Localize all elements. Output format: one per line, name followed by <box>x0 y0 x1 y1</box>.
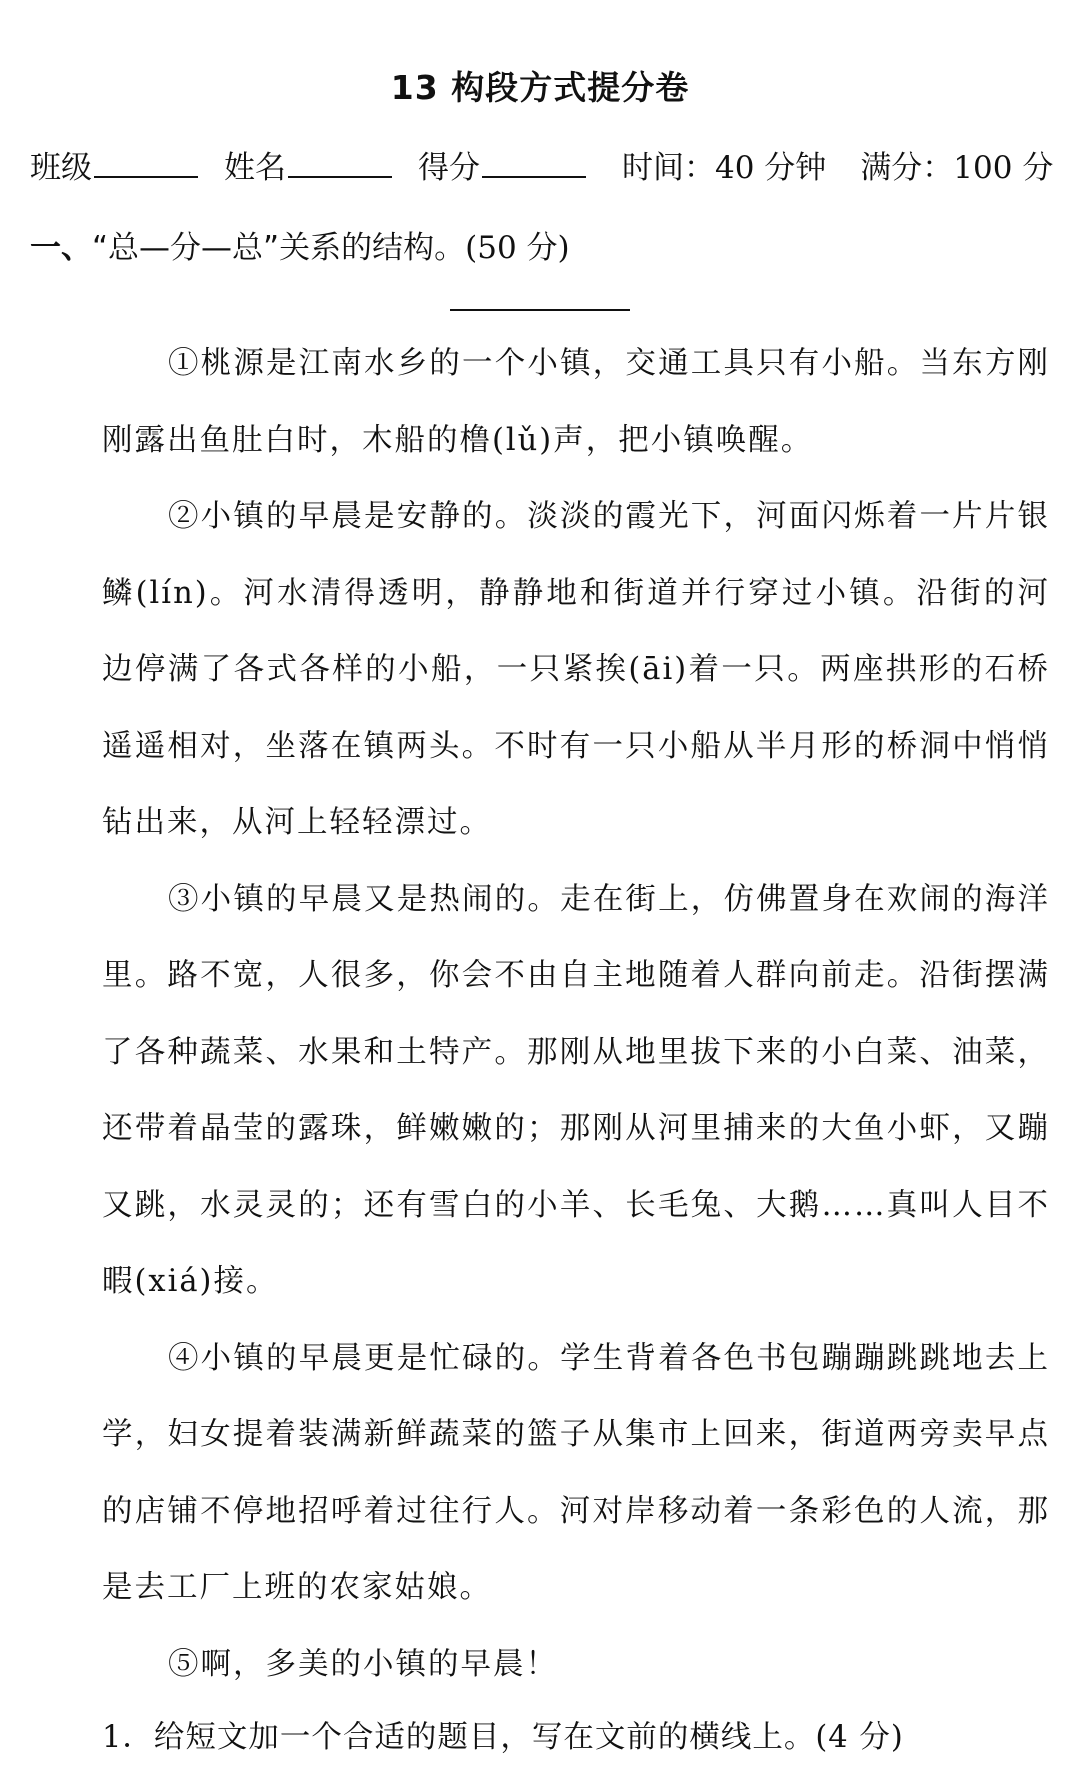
name-blank[interactable] <box>288 150 392 178</box>
section-heading <box>30 222 570 267</box>
full-score: 满分：100 分 <box>860 150 1054 186</box>
score-blank[interactable] <box>482 150 586 178</box>
name-label: 姓名 <box>224 150 286 186</box>
page-title: 13 构段方式提分卷 <box>390 68 690 107</box>
time-limit: 时间：40 分钟 <box>622 150 827 186</box>
class-blank[interactable] <box>94 150 198 178</box>
paragraph-2: ②小镇的早晨是安静的。淡淡的霞光下，河面闪烁着一片片银鳞(lín)。河水清得透明，静静地和街道并行穿过小镇。沿街的河边停满了各式各样的小船，一只紧挨(āi)着一只。两座拱形的石桥遥遥相对，坐落在镇两头。不时有一只小船从半月形的桥洞中悄悄钻出来，从河上轻轻漂过。 <box>102 499 1050 840</box>
paragraph-1: ①桃源是江南水乡的一个小镇，交通工具只有小船。当东方刚刚露出鱼肚白时，木船的橹(lǔ)声，把小镇唤醒。 <box>102 346 1050 458</box>
section-text: “总—分—总”关系的结构。 <box>92 230 466 266</box>
score-label: 得分 <box>418 150 480 186</box>
paragraph-5: ⑤啊，多美的小镇的早晨！ <box>168 1646 558 1682</box>
paragraph-3: ③小镇的早晨又是热闹的。走在街上，仿佛置身在欢闹的海洋里。路不宽，人很多，你会不由自主地随着人群向前走。沿街摆满了各种蔬菜、水果和土特产。那刚从地里拔下来的小白菜、油菜，还带着晶莹的露珠，鲜嫩嫩的；那刚从河里捕来的大鱼小虾，又蹦又跳，水灵灵的；还有雪白的小羊、长毛兔、大鹅……真叫人目不暇(xiá)接。 <box>102 881 1050 1299</box>
section-score: (50 分) <box>465 230 570 266</box>
title-answer-line[interactable] <box>450 309 630 311</box>
reading-passage <box>102 326 1050 1703</box>
class-label: 班级 <box>30 150 92 186</box>
question-1: 1．给短文加一个合适的题目，写在文前的横线上。(4 分) <box>102 1720 904 1755</box>
section-number: 一、 <box>30 230 92 266</box>
student-info-row <box>30 142 1060 187</box>
paragraph-4: ④小镇的早晨更是忙碌的。学生背着各色书包蹦蹦跳跳地去上学，妇女提着装满新鲜蔬菜的篮子从集市上回来，街道两旁卖早点的店铺不停地招呼着过往行人。河对岸移动着一条彩色的人流，那是去工厂上班的农家姑娘。 <box>102 1340 1050 1605</box>
